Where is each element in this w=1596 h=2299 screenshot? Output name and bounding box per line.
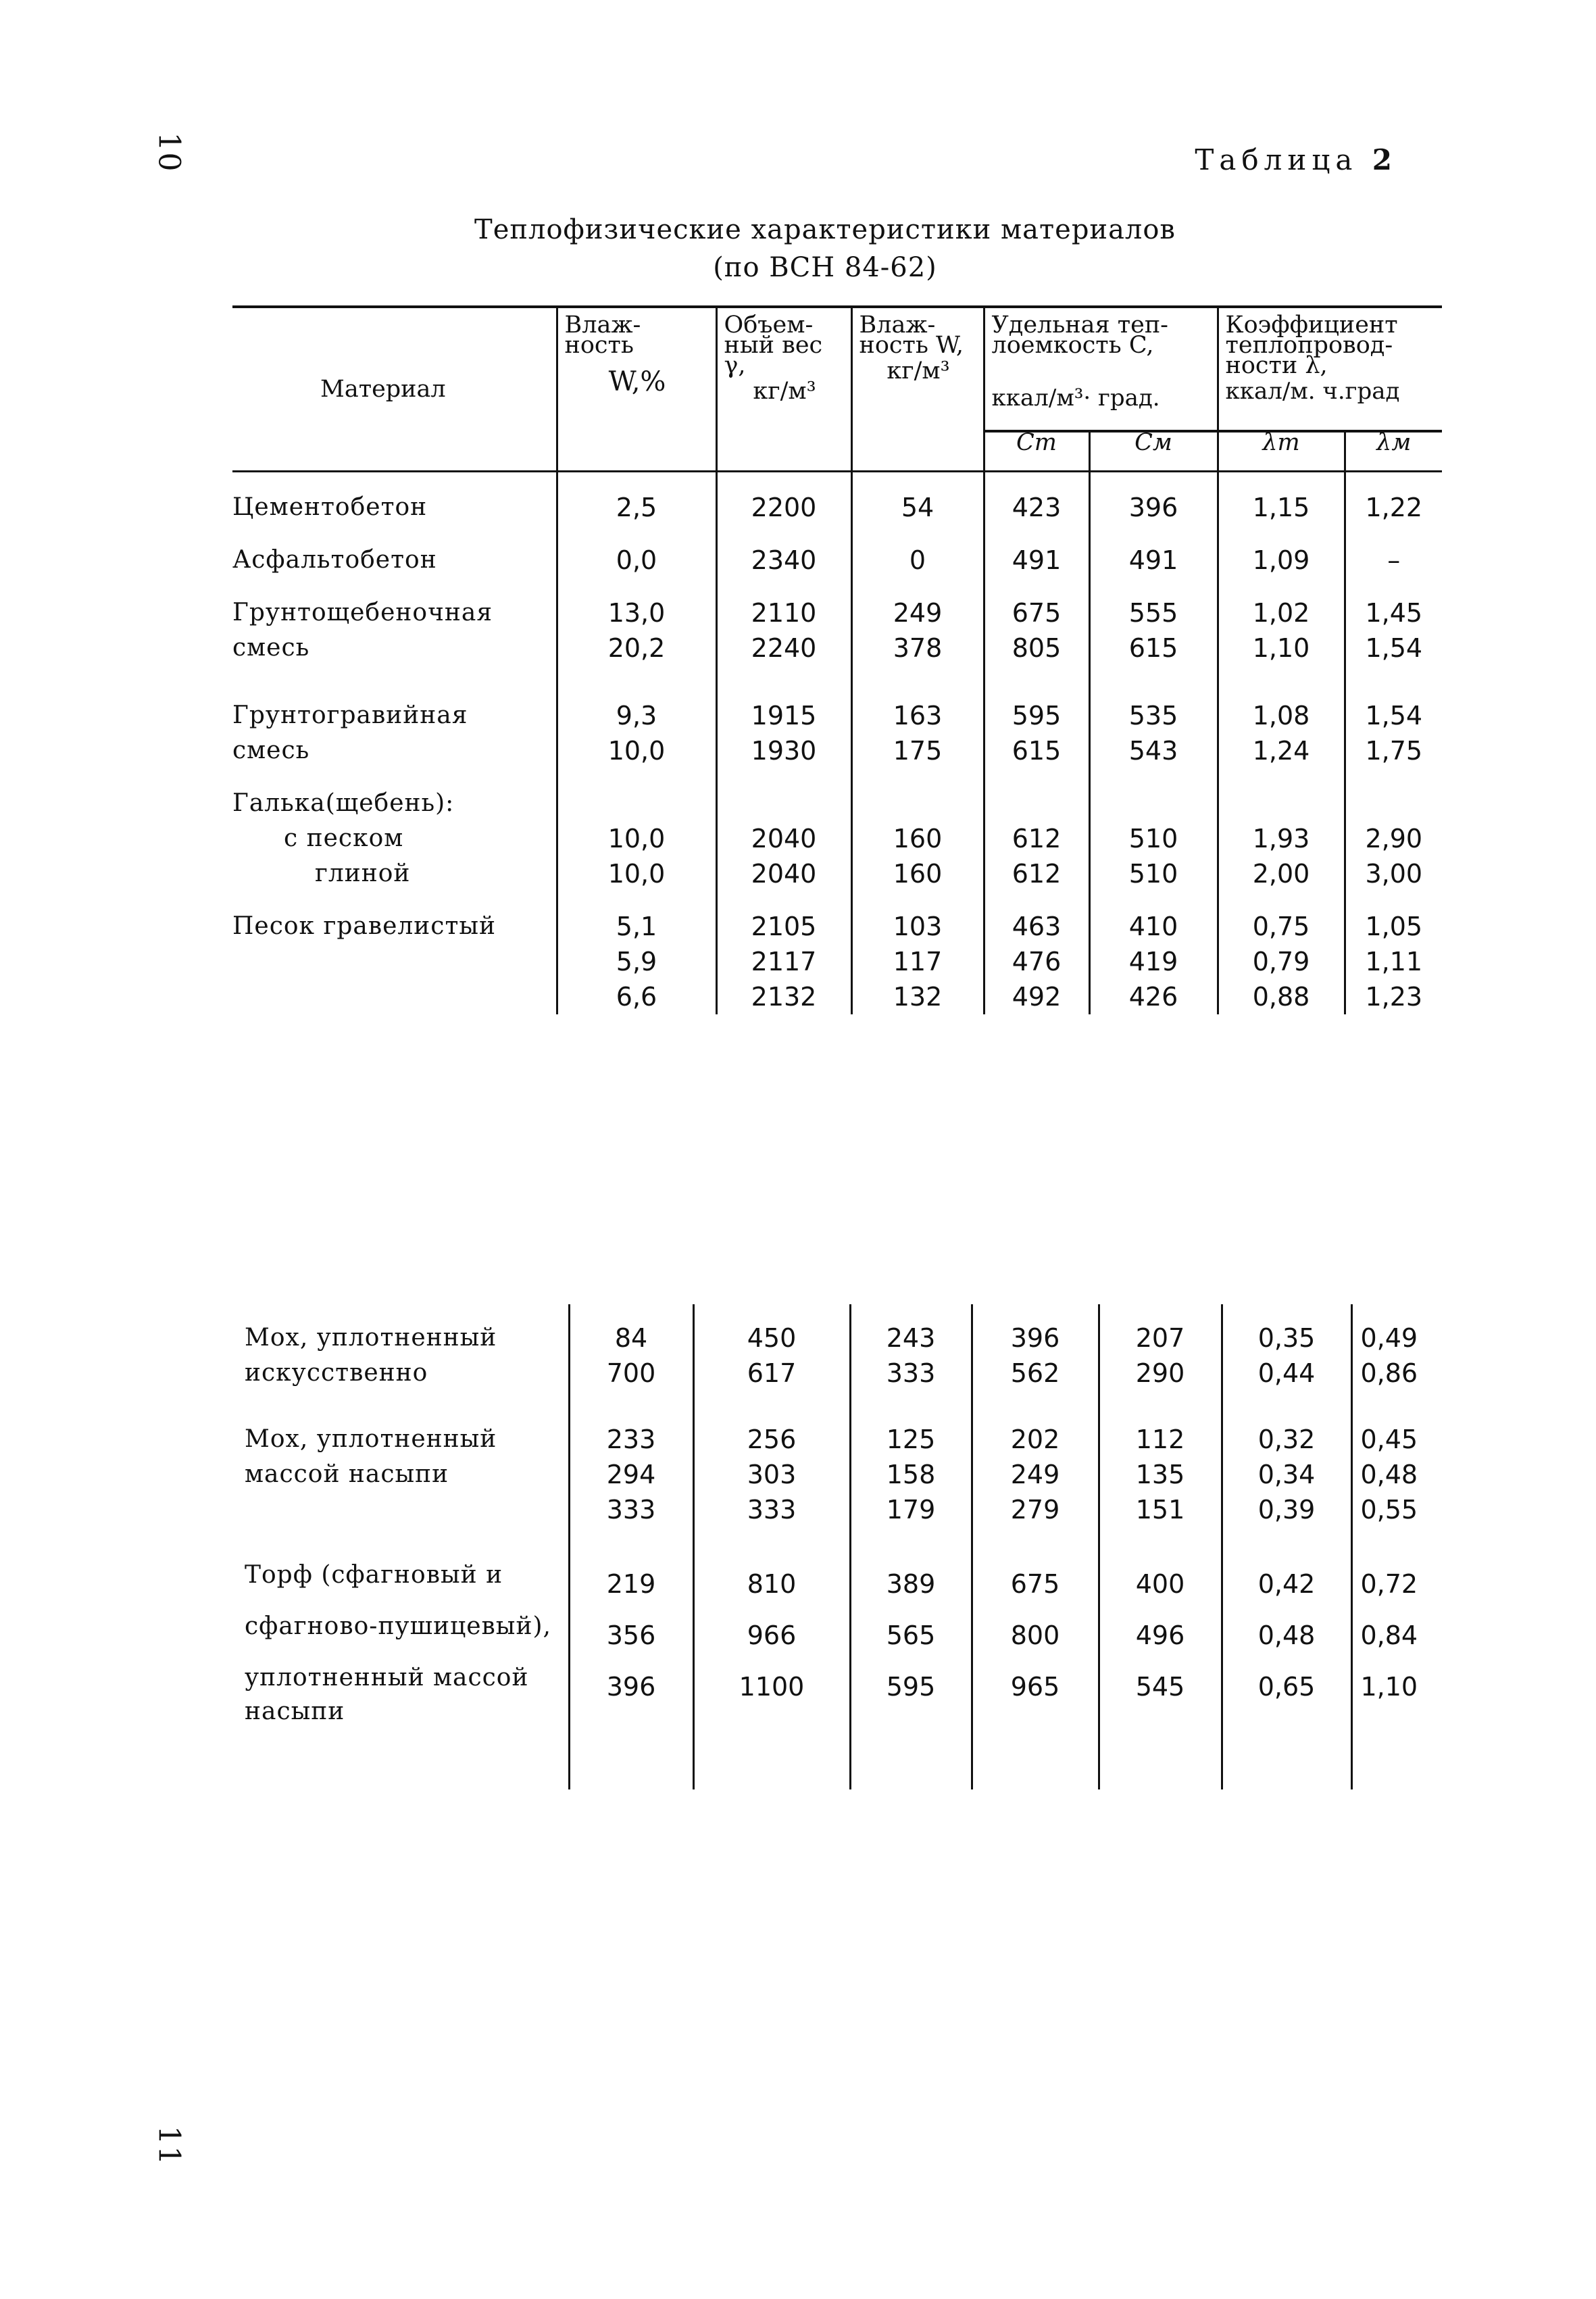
table-label-word: Таблица: [1195, 143, 1358, 176]
table-row: [232, 821, 1442, 856]
cell-moisture-pct: 2,5: [557, 472, 716, 526]
cell-material: Асфальтобетон: [232, 546, 437, 574]
cell-lm: 0,84: [1351, 1610, 1426, 1661]
cell-moisture-kg: 243: [850, 1304, 972, 1356]
cell-lt: 0,65: [1222, 1661, 1351, 1729]
cell-lm: 0,49: [1351, 1304, 1426, 1356]
cell-lt: 0,44: [1222, 1356, 1351, 1391]
header-lm: λм: [1345, 431, 1442, 472]
cell-lm: –: [1345, 525, 1442, 578]
cell-lt: [1218, 768, 1345, 821]
cell-lt: 0,42: [1222, 1558, 1351, 1610]
cell-moisture-kg: 0: [851, 525, 984, 578]
materials-table-2: [245, 1304, 1426, 1789]
cell-moisture-kg: 378: [851, 631, 984, 666]
cell-moisture-pct: 0,0: [557, 525, 716, 578]
cell-lt: 0,88: [1218, 979, 1345, 1014]
cell-moisture-pct: 219: [569, 1558, 693, 1610]
cell-ct: 249: [972, 1457, 1099, 1492]
cell-ct: 492: [984, 979, 1089, 1014]
cell-density: 1100: [693, 1661, 850, 1729]
page-number-top: 10: [151, 132, 186, 173]
cell-density: 2040: [716, 856, 851, 891]
table-row: [232, 631, 1442, 666]
cell-moisture-pct: 6,6: [557, 979, 716, 1014]
cell-moisture-pct: 5,1: [557, 891, 716, 944]
cell-moisture-pct: 10,0: [557, 733, 716, 768]
cell-moisture-pct: 10,0: [557, 856, 716, 891]
cell-density: 2117: [716, 944, 851, 979]
cell-density: 2240: [716, 631, 851, 666]
table-row: [232, 944, 1442, 979]
cell-density: 2105: [716, 891, 851, 944]
header-heat-capacity-label: Удельная теп-лоемкость C,: [991, 312, 1168, 359]
cell-cm: 555: [1089, 578, 1218, 631]
cell-moisture-pct: 333: [569, 1492, 693, 1527]
table-row: [232, 666, 1442, 733]
cell-material: искусственно: [245, 1359, 428, 1387]
table-row: [245, 1610, 1426, 1661]
cell-moisture-kg: [851, 768, 984, 821]
cell-material: глиной: [315, 860, 411, 887]
cell-moisture-pct: 10,0: [557, 821, 716, 856]
title-line-2: (по ВСН 84-62): [713, 252, 937, 283]
table-row: [245, 1304, 1426, 1356]
cell-material: уплотненный массой насыпи: [245, 1664, 529, 1725]
cell-cm: 290: [1099, 1356, 1222, 1391]
cell-lm: 1,05: [1345, 891, 1442, 944]
cell-ct: [984, 768, 1089, 821]
cell-moisture-pct: 356: [569, 1610, 693, 1661]
cell-ct: 615: [984, 733, 1089, 768]
cell-lt: 1,15: [1218, 472, 1345, 526]
header-ct: Cт: [984, 431, 1089, 472]
cell-cm: 510: [1089, 856, 1218, 891]
cell-moisture-pct: 233: [569, 1422, 693, 1457]
cell-density: 1930: [716, 733, 851, 768]
cell-moisture-kg: 179: [850, 1492, 972, 1527]
cell-material: Галька(щебень):: [232, 789, 455, 817]
cell-lt: 1,24: [1218, 733, 1345, 768]
cell-material: с песком: [284, 824, 404, 852]
cell-moisture-pct: 20,2: [557, 631, 716, 666]
cell-density: 303: [693, 1457, 850, 1492]
cell-moisture-kg: 595: [850, 1661, 972, 1729]
cell-density: 810: [693, 1558, 850, 1610]
cell-material: массой насыпи: [245, 1460, 449, 1488]
header-density: [716, 307, 851, 472]
cell-moisture-kg: 389: [850, 1558, 972, 1610]
cell-ct: 562: [972, 1356, 1099, 1391]
cell-moisture-kg: 125: [850, 1422, 972, 1457]
cell-ct: 463: [984, 891, 1089, 944]
cell-moisture-kg: 54: [851, 472, 984, 526]
table-row: [245, 1558, 1426, 1610]
cell-ct: 800: [972, 1610, 1099, 1661]
header-conductivity-unit: ккал/м. ч.град: [1225, 378, 1400, 405]
cell-lm: 0,45: [1351, 1422, 1426, 1457]
cell-ct: 595: [984, 666, 1089, 733]
cell-moisture-kg: 132: [851, 979, 984, 1014]
cell-lt: 1,10: [1218, 631, 1345, 666]
header-heat-capacity-unit: ккал/м³· град.: [991, 385, 1160, 412]
page-number-bottom: 11: [151, 2125, 186, 2167]
table-row: [232, 891, 1442, 944]
table-label-number: 2: [1372, 143, 1392, 176]
cell-density: 450: [693, 1304, 850, 1356]
cell-cm: 151: [1099, 1492, 1222, 1527]
cell-ct: 202: [972, 1422, 1099, 1457]
header-heat-capacity: [984, 307, 1218, 431]
cell-ct: 491: [984, 525, 1089, 578]
cell-moisture-pct: 9,3: [557, 666, 716, 733]
header-moisture-pct-label: Влаж-ность: [564, 312, 641, 359]
table-row: [245, 1457, 1426, 1492]
cell-cm: 535: [1089, 666, 1218, 733]
cell-lm: 1,45: [1345, 578, 1442, 631]
cell-material: Грунтогравийная: [232, 701, 468, 729]
cell-lm: 0,86: [1351, 1356, 1426, 1391]
cell-cm: 419: [1089, 944, 1218, 979]
header-moisture-pct-symbol: W,%: [608, 366, 666, 397]
cell-cm: 543: [1089, 733, 1218, 768]
cell-moisture-pct: 5,9: [557, 944, 716, 979]
table-row: [232, 525, 1442, 578]
cell-material: [245, 1492, 569, 1527]
row-spacer: [245, 1527, 1426, 1558]
cell-material: Грунтощебеночная: [232, 599, 493, 626]
cell-ct: 805: [984, 631, 1089, 666]
cell-density: 2132: [716, 979, 851, 1014]
cell-cm: 396: [1089, 472, 1218, 526]
cell-lm: 1,22: [1345, 472, 1442, 526]
cell-moisture-kg: 333: [850, 1356, 972, 1391]
cell-lm: 1,10: [1351, 1661, 1426, 1729]
cell-moisture-pct: 700: [569, 1356, 693, 1391]
cell-ct: 612: [984, 856, 1089, 891]
cell-cm: 496: [1099, 1610, 1222, 1661]
table-title: [0, 211, 1596, 287]
cell-moisture-kg: 160: [851, 856, 984, 891]
cell-cm: 400: [1099, 1558, 1222, 1610]
cell-density: 333: [693, 1492, 850, 1527]
header-moisture-kg-label: Влаж-ность W,: [859, 312, 964, 359]
cell-lm: 1,54: [1345, 631, 1442, 666]
header-density-unit: кг/м³: [753, 378, 816, 405]
cell-lm: 2,90: [1345, 821, 1442, 856]
cell-ct: 675: [972, 1558, 1099, 1610]
cell-cm: 426: [1089, 979, 1218, 1014]
table-row: [245, 1661, 1426, 1729]
cell-density: 1915: [716, 666, 851, 733]
cell-lt: 1,09: [1218, 525, 1345, 578]
cell-material: [232, 944, 557, 979]
cell-lm: 0,48: [1351, 1457, 1426, 1492]
table-row: [245, 1422, 1426, 1457]
cell-lm: 3,00: [1345, 856, 1442, 891]
cell-moisture-pct: [557, 768, 716, 821]
title-line-1: Теплофизические характеристики материалов: [474, 214, 1176, 245]
header-density-label: Объем-ный вес γ,: [724, 312, 823, 379]
header-moisture-pct: [557, 307, 716, 472]
cell-moisture-kg: 160: [851, 821, 984, 856]
cell-ct: 965: [972, 1661, 1099, 1729]
table-label: [1195, 143, 1392, 176]
cell-moisture-kg: 117: [851, 944, 984, 979]
cell-lt: 1,02: [1218, 578, 1345, 631]
cell-lt: 0,39: [1222, 1492, 1351, 1527]
cell-lm: [1345, 768, 1442, 821]
table-row: [232, 768, 1442, 821]
cell-material: [232, 979, 557, 1014]
cell-density: 256: [693, 1422, 850, 1457]
cell-ct: 279: [972, 1492, 1099, 1527]
cell-lm: 1,54: [1345, 666, 1442, 733]
table-row: [245, 1492, 1426, 1527]
cell-cm: 410: [1089, 891, 1218, 944]
cell-cm: 615: [1089, 631, 1218, 666]
cell-density: 2340: [716, 525, 851, 578]
header-lt: λт: [1218, 431, 1345, 472]
cell-lt: 0,35: [1222, 1304, 1351, 1356]
cell-density: 2040: [716, 821, 851, 856]
cell-material: Торф (сфагновый и: [245, 1561, 503, 1589]
cell-lt: 0,34: [1222, 1457, 1351, 1492]
cell-density: [716, 768, 851, 821]
cell-moisture-kg: 565: [850, 1610, 972, 1661]
cell-cm: 491: [1089, 525, 1218, 578]
table-row: [232, 733, 1442, 768]
cell-moisture-pct: 294: [569, 1457, 693, 1492]
cell-ct: 675: [984, 578, 1089, 631]
cell-cm: 545: [1099, 1661, 1222, 1729]
cell-cm: 112: [1099, 1422, 1222, 1457]
cell-density: 2200: [716, 472, 851, 526]
cell-moisture-pct: 396: [569, 1661, 693, 1729]
cell-moisture-kg: 103: [851, 891, 984, 944]
cell-cm: [1089, 768, 1218, 821]
cell-lm: 0,55: [1351, 1492, 1426, 1527]
cell-moisture-kg: 249: [851, 578, 984, 631]
materials-table-1: [232, 305, 1442, 1014]
row-spacer: [245, 1391, 1426, 1422]
table-row: [245, 1356, 1426, 1391]
cell-moisture-kg: 163: [851, 666, 984, 733]
cell-density: 617: [693, 1356, 850, 1391]
cell-cm: 135: [1099, 1457, 1222, 1492]
header-cm: Cм: [1089, 431, 1218, 472]
table-row: [232, 856, 1442, 891]
header-moisture-kg-unit: кг/м³: [887, 357, 950, 385]
cell-ct: 396: [972, 1304, 1099, 1356]
cell-lt: 0,79: [1218, 944, 1345, 979]
cell-moisture-kg: 175: [851, 733, 984, 768]
cell-lm: 0,72: [1351, 1558, 1426, 1610]
cell-material: Мох, уплотненный: [245, 1425, 497, 1453]
cell-lt: 2,00: [1218, 856, 1345, 891]
cell-material: Песок гравелистый: [232, 912, 497, 940]
header-material: Материал: [232, 307, 557, 472]
cell-density: 966: [693, 1610, 850, 1661]
cell-material: сфагново-пушицевый),: [245, 1612, 551, 1640]
cell-ct: 476: [984, 944, 1089, 979]
cell-moisture-pct: 13,0: [557, 578, 716, 631]
header-conductivity: [1218, 307, 1442, 431]
cell-lt: 0,32: [1222, 1422, 1351, 1457]
cell-material: смесь: [232, 737, 310, 764]
cell-cm: 510: [1089, 821, 1218, 856]
cell-density: 2110: [716, 578, 851, 631]
cell-lm: 1,11: [1345, 944, 1442, 979]
cell-lt: 1,93: [1218, 821, 1345, 856]
cell-lt: 1,08: [1218, 666, 1345, 733]
cell-lt: 0,75: [1218, 891, 1345, 944]
cell-material: смесь: [232, 634, 310, 662]
cell-moisture-kg: 158: [850, 1457, 972, 1492]
cell-ct: 423: [984, 472, 1089, 526]
table-row: [232, 578, 1442, 631]
cell-ct: 612: [984, 821, 1089, 856]
cell-lt: 0,48: [1222, 1610, 1351, 1661]
cell-lm: 1,75: [1345, 733, 1442, 768]
table-row: [232, 979, 1442, 1014]
cell-cm: 207: [1099, 1304, 1222, 1356]
cell-material: Цементобетон: [232, 472, 557, 526]
row-spacer: [245, 1729, 1426, 1789]
table-row: [232, 472, 1442, 526]
header-moisture-kg: [851, 307, 984, 472]
cell-lm: 1,23: [1345, 979, 1442, 1014]
cell-moisture-pct: 84: [569, 1304, 693, 1356]
header-conductivity-label: Коэффициент теплопровод-ности λ,: [1225, 312, 1398, 379]
cell-material: Мох, уплотненный: [245, 1324, 497, 1352]
